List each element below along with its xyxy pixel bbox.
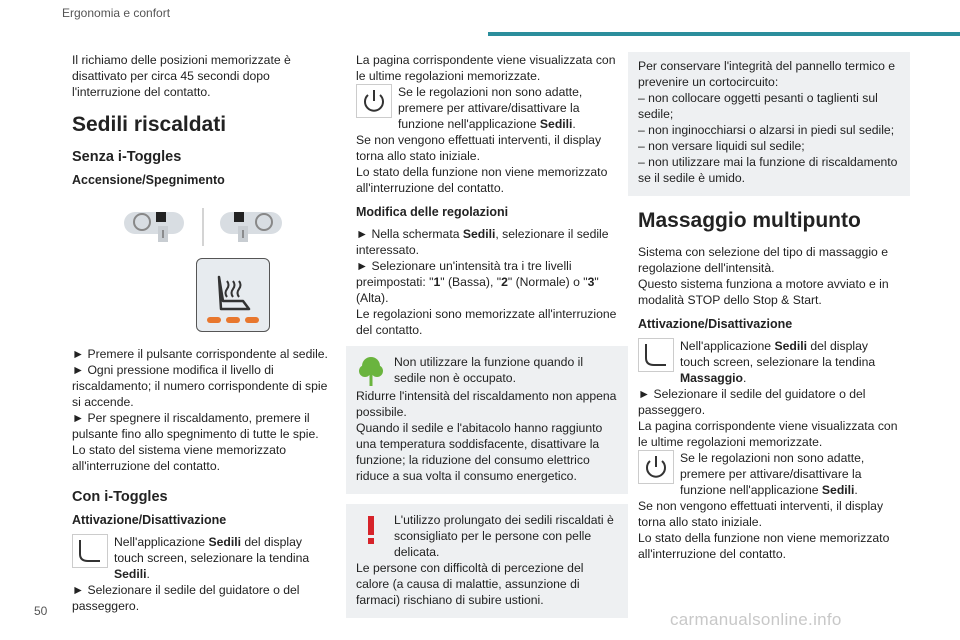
seat-dashboard-illustration: [72, 206, 334, 246]
power-icon: [356, 84, 392, 118]
watermark: carmanualsonline.info: [670, 610, 842, 629]
off-instruction: ► Per spegnere il riscaldamento, premere il pulsante fino allo spegnimento di tutte le spie.: [72, 411, 319, 441]
column-3: [638, 52, 900, 562]
power-icon: [638, 450, 674, 484]
page-info: La pagina corrispondente viene visualizzata con le ultime regolazioni memorizzate.: [356, 53, 616, 83]
massage-touch-instruction: Nell'applicazione Sedili del display touch screen, selezionare la tendina Massaggio.: [638, 338, 900, 386]
subsection-without-itoggles: Senza i-Toggles: [72, 149, 182, 165]
level-instruction: ► Ogni pressione modifica il livello di riscaldamento; il numero corrispondente di spie si accende.: [72, 363, 328, 409]
intro-text: Il richiamo delle posizioni memorizzate è disattivato per circa 45 secondi dopo l'interruzione del contatto.: [72, 53, 291, 99]
page-header-title: Ergonomia e confort: [62, 6, 171, 20]
heading-modify-settings: Modifica delle regolazioni: [356, 205, 509, 219]
massage-intro-2: Questo sistema funziona a motore avviato e in modalità STOP dello Stop & Start.: [638, 277, 889, 307]
section-title-massage: Massaggio multipunto: [638, 209, 861, 232]
massage-not-saved: Lo stato della funzione non viene memorizzato all'interruzione del contatto.: [638, 531, 890, 561]
caution-box: Per conservare l'integrità del pannello termico e prevenire un cortocircuito: – non collocare oggetti pesanti o taglienti sul sedile; – non inginocchiarsi o alzarsi in piedi sul sedile; – non versare liquidi sul sedile; – non utilizzare mai la funzione di riscaldamento se il sedile è umido.: [628, 52, 910, 196]
heading-massage-activation: Attivazione/Disattivazione: [638, 317, 793, 331]
press-instruction: ► Premere il pulsante corrispondente al sedile.: [72, 347, 328, 361]
eco-tip-box: Non utilizzare la funzione quando il sedile non è occupato. Ridurre l'intensità del riscaldamento non appena possibile. Quando il sedile e l'abitacolo hanno raggiunto una temperatura soddisfacente, disattivare la funzione; la riduzione del consumo elettrico riduce a sua volta il consumo energetico.: [346, 346, 628, 494]
massage-page-info: La pagina corrispondente viene visualizzata con le ultime regolazioni memorizzate.: [638, 419, 898, 449]
massage-intro: Sistema con selezione del tipo di massaggio e regolazione dell'intensità.: [638, 245, 888, 275]
column-1: [72, 52, 334, 614]
column-2: [356, 52, 618, 628]
section-title-heated-seats: Sedili riscaldati: [72, 113, 227, 136]
massage-power-instruction: Se le regolazioni non sono adatte, premere per attivare/disattivare la funzione nell'applicazione Sedili.: [638, 450, 900, 498]
massage-no-action: Se non vengono effettuati interventi, il display torna allo stato iniziale.: [638, 499, 884, 529]
header-accent-bar: [488, 32, 960, 36]
heading-activation: Attivazione/Disattivazione: [72, 513, 227, 527]
steering-wheel-seat-icon: [72, 206, 334, 250]
heated-seat-icon: [197, 259, 269, 331]
modify-step-3: Le regolazioni sono memorizzate all'interruzione del contatto.: [356, 307, 617, 337]
select-seat-instruction: ► Selezionare il sedile del guidatore o del passeggero.: [72, 583, 300, 613]
modify-step-2: ► Selezionare un'intensità tra i tre livelli preimpostati: "1" (Bassa), "2" (Normale) o "3" (Alta).: [356, 259, 599, 305]
page-number: 50: [34, 604, 48, 618]
eco-leaf-icon: [356, 354, 386, 388]
no-action-note: Se non vengono effettuati interventi, il display torna allo stato iniziale.: [356, 133, 602, 163]
heading-on-off: Accensione/Spegnimento: [72, 173, 225, 187]
warning-box: L'utilizzo prolungato dei sedili riscaldati è sconsigliato per le persone con pelle delicata. Le persone con difficoltà di percezione del calore (a causa di malattie, assunzione di farmaci) rischiano di subire ustioni.: [346, 504, 628, 618]
warning-exclamation-icon: [356, 512, 386, 546]
power-instruction: Se le regolazioni non sono adatte, premere per attivare/disattivare la funzione nell'applicazione Sedili.: [356, 84, 618, 132]
touch-hand-icon: [72, 534, 108, 568]
not-saved-note: Lo stato della funzione non viene memorizzato all'interruzione del contatto.: [356, 165, 608, 195]
touch-hand-icon: [638, 338, 674, 372]
subsection-with-itoggles: Con i-Toggles: [72, 489, 168, 505]
touch-instruction: Nell'applicazione Sedili del display touch screen, selezionare la tendina Sedili.: [72, 534, 334, 582]
heated-seat-button[interactable]: [196, 258, 270, 332]
modify-step-1: ► Nella schermata Sedili, selezionare il sedile interessato.: [356, 227, 609, 257]
memory-note: Lo stato del sistema viene memorizzato all'interruzione del contatto.: [72, 443, 287, 473]
massage-select-seat: ► Selezionare il sedile del guidatore o del passeggero.: [638, 387, 866, 417]
